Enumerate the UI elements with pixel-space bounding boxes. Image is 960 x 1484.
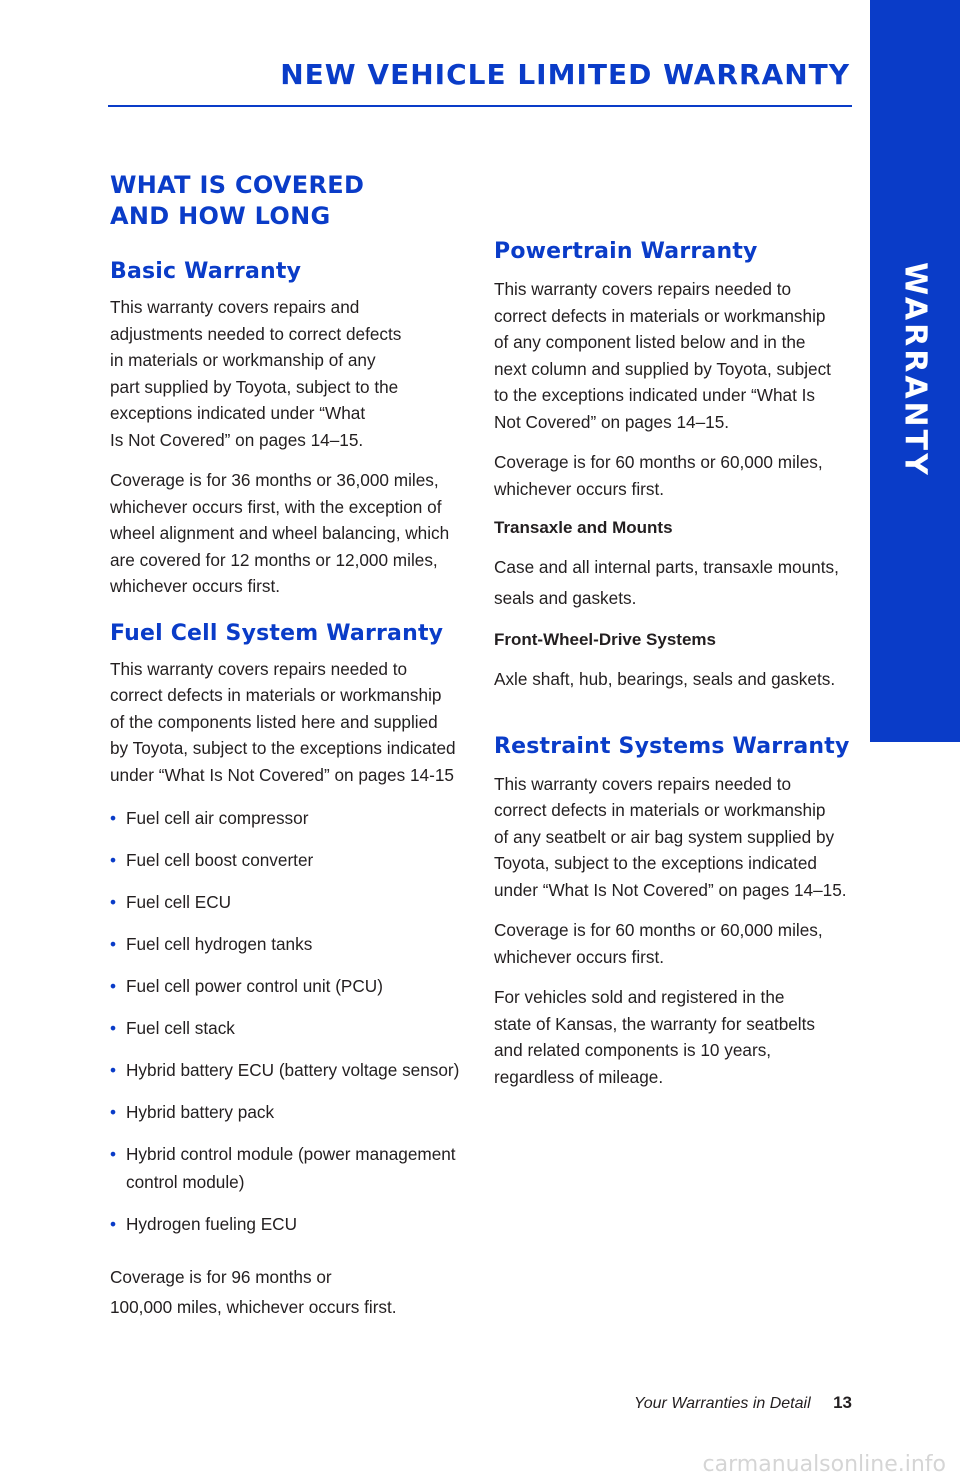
bullet-icon: • [110,1102,117,1122]
section-side-tab [870,0,960,742]
title-divider [108,105,852,107]
front-wheel-drive-label: Front-Wheel-Drive Systems [494,630,716,649]
bullet-icon: • [110,1144,117,1164]
list-item: • Fuel cell ECU [110,888,465,916]
bullet-icon: • [110,1018,117,1038]
page-footer [634,1393,852,1413]
list-item: • Fuel cell stack [110,1014,465,1042]
list-item: • Fuel cell boost converter [110,846,465,874]
bullet-icon: • [110,892,117,912]
what-is-covered-heading: WHAT IS COVERED AND HOW LONG [110,171,365,230]
basic-warranty-coverage: Coverage is for 36 months or 36,000 miles, whichever occurs first, with the exception of wheel alignment and wheel balancing, which are covered for 12 months or 12,000 miles, whichever occurs first. [110,470,450,596]
bullet-icon: • [110,1060,117,1080]
right-column [494,238,854,1090]
bullet-icon: • [110,976,117,996]
front-wheel-drive-description: Axle shaft, hub, bearings, seals and gaskets. [494,669,836,689]
list-item: • Hybrid battery pack [110,1098,465,1126]
powertrain-warranty-description: This warranty covers repairs needed to correct defects in materials or workmanship of any component listed below and in the next column and supplied by Toyota, subject to the exceptions indicated under “What Is Not Covered” on pages 14–15. [494,279,831,432]
left-column [110,170,465,1322]
list-item: • Hybrid battery ECU (battery voltage sensor) [110,1056,465,1084]
side-tab-label: WARRANTY [897,262,933,478]
fuel-cell-warranty-heading: Fuel Cell System Warranty [110,620,444,646]
fuel-cell-coverage: Coverage is for 96 months or 100,000 miles, whichever occurs first. [110,1267,397,1317]
page-number: 13 [833,1393,852,1412]
basic-warranty-description: This warranty covers repairs and adjustments needed to correct defects in materials or workmanship of any part supplied by Toyota, subject to the exceptions indicated under “What Is Not Covered” on pages 14–15. [110,297,402,450]
watermark: carmanualsonline.info [702,1452,946,1477]
footer-section-label: Your Warranties in Detail [633,1395,811,1412]
transaxle-description: Case and all internal parts, transaxle mounts, seals and gaskets. [494,557,839,608]
fuel-cell-warranty-description: This warranty covers repairs needed to correct defects in materials or workmanship of the components listed here and supplied by Toyota, subject to the exceptions indicated under “What Is Not Covered” on pages 14-15 [110,658,456,785]
transaxle-label: Transaxle and Mounts [494,518,673,537]
list-item: • Fuel cell hydrogen tanks [110,930,465,958]
bullet-icon: • [110,1214,117,1234]
restraint-warranty-heading: Restraint Systems Warranty [494,733,850,759]
powertrain-warranty-heading: Powertrain Warranty [494,239,758,264]
page-title: NEW VEHICLE LIMITED WARRANTY [280,58,850,91]
list-item: • Hybrid control module (power management control module) [110,1140,465,1196]
bullet-icon: • [110,934,117,954]
basic-warranty-heading: Basic Warranty [110,259,302,284]
bullet-icon: • [110,808,117,828]
list-item: • Fuel cell power control unit (PCU) [110,972,465,1000]
powertrain-warranty-coverage: Coverage is for 60 months or 60,000 miles, whichever occurs first. [494,452,823,499]
list-item: • Hydrogen fueling ECU [110,1210,465,1238]
restraint-warranty-coverage: Coverage is for 60 months or 60,000 miles, whichever occurs first. [494,920,823,967]
restraint-warranty-description: This warranty covers repairs needed to correct defects in materials or workmanship of any seatbelt or air bag system supplied by Toyota, subject to the exceptions indicated under “What Is Not Covered” on pages 14–15. [494,773,847,900]
kansas-seatbelt-note: For vehicles sold and registered in the state of Kansas, the warranty for seatbelts and related components is 10 years, regardless of mileage. [494,987,815,1087]
list-item: • Fuel cell air compressor [110,804,465,832]
fuel-cell-components-list [110,804,465,1238]
bullet-icon: • [110,850,117,870]
